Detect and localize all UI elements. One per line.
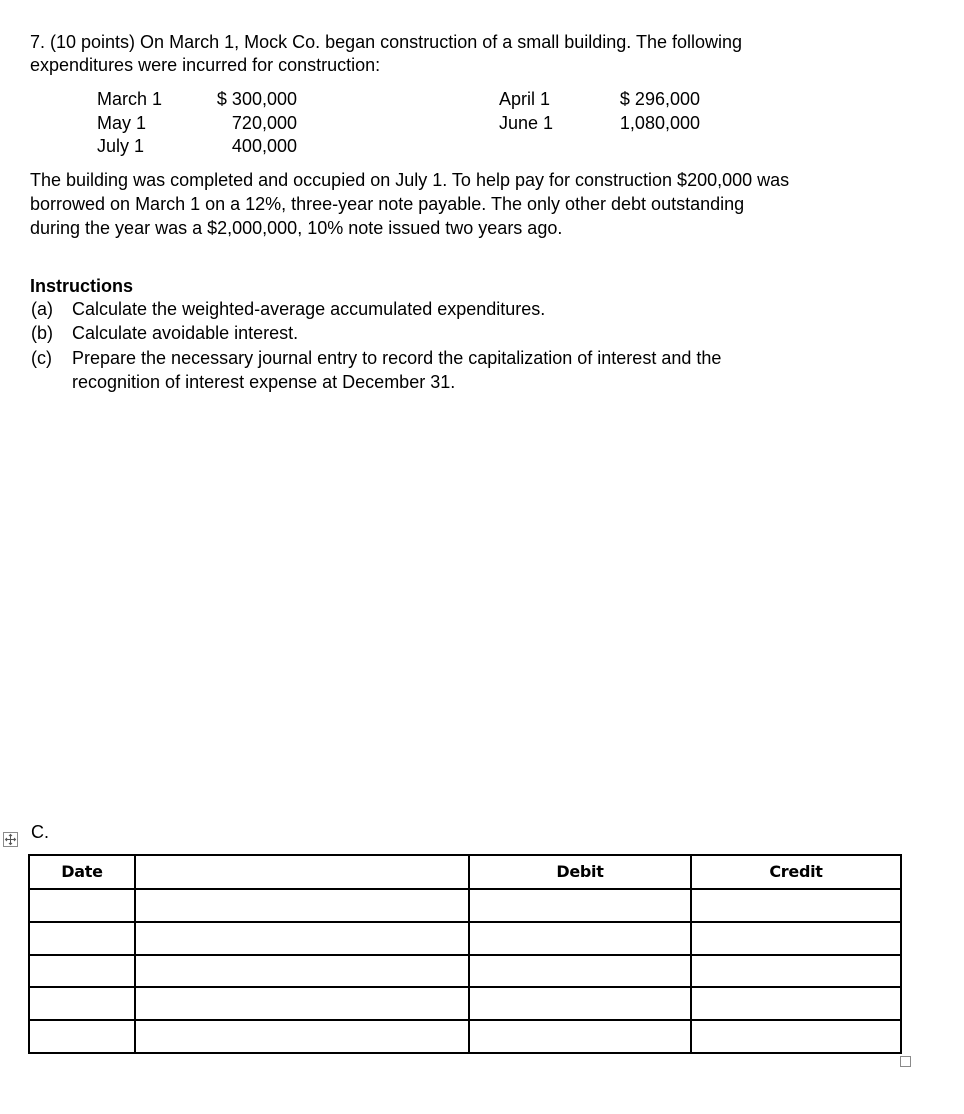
date-cell[interactable] [29, 889, 135, 922]
credit-cell[interactable] [691, 889, 901, 922]
instruction-letter: (a) [31, 299, 53, 319]
instruction-text: Calculate the weighted-average accumulated expenditures. [72, 299, 546, 319]
column-header-credit: Credit [691, 855, 901, 889]
expenditure-date: July 1 [97, 136, 145, 156]
debit-cell[interactable] [469, 922, 691, 955]
table-row [29, 987, 901, 1020]
expenditure-date: April 1 [499, 89, 551, 109]
instruction-text: Calculate avoidable interest. [72, 323, 299, 343]
journal-entry-table [28, 854, 902, 1054]
table-resize-handle-icon[interactable] [900, 1056, 911, 1067]
date-cell[interactable] [29, 955, 135, 988]
credit-cell[interactable] [691, 955, 901, 988]
instruction-text: Prepare the necessary journal entry to record the capitalization of interest and the [72, 348, 722, 368]
instruction-letter: (b) [31, 323, 53, 343]
column-header-debit: Debit [469, 855, 691, 889]
debit-cell[interactable] [469, 1020, 691, 1053]
details-line-3: during the year was a $2,000,000, 10% note issued two years ago. [30, 218, 563, 238]
instructions-heading: Instructions [30, 276, 134, 296]
expenditure-amount: $ 300,000 [216, 89, 297, 109]
date-cell[interactable] [29, 1020, 135, 1053]
debit-cell[interactable] [469, 889, 691, 922]
debit-cell[interactable] [469, 987, 691, 1020]
credit-cell[interactable] [691, 1020, 901, 1053]
problem-line-2: expenditures were incurred for construction: [30, 55, 381, 75]
date-cell[interactable] [29, 987, 135, 1020]
table-row [29, 1020, 901, 1053]
expenditure-amount: 720,000 [231, 113, 297, 133]
table-move-handle-icon[interactable] [3, 832, 18, 847]
table-row [29, 889, 901, 922]
column-header-account [135, 855, 469, 889]
expenditure-date: June 1 [499, 113, 554, 133]
account-cell[interactable] [135, 922, 469, 955]
account-cell[interactable] [135, 1020, 469, 1053]
details-line-2: borrowed on March 1 on a 12%, three-year note payable. The only other debt outstanding [30, 194, 745, 214]
expenditure-amount: $ 296,000 [619, 89, 700, 109]
table-header-row [29, 855, 901, 889]
expenditure-date: March 1 [97, 89, 163, 109]
account-cell[interactable] [135, 987, 469, 1020]
instruction-text-continued: recognition of interest expense at December 31. [72, 372, 456, 392]
expenditure-amount: 1,080,000 [619, 113, 700, 133]
expenditure-amount: 400,000 [231, 136, 297, 156]
expenditure-date: May 1 [97, 113, 147, 133]
date-cell[interactable] [29, 922, 135, 955]
credit-cell[interactable] [691, 987, 901, 1020]
table-row [29, 955, 901, 988]
column-header-date: Date [29, 855, 135, 889]
account-cell[interactable] [135, 889, 469, 922]
debit-cell[interactable] [469, 955, 691, 988]
credit-cell[interactable] [691, 922, 901, 955]
account-cell[interactable] [135, 955, 469, 988]
problem-line-1: 7. (10 points) On March 1, Mock Co. began construction of a small building. The following [30, 32, 743, 52]
instruction-letter: (c) [31, 348, 52, 368]
table-row [29, 922, 901, 955]
details-line-1: The building was completed and occupied on July 1. To help pay for construction $200,000 was [30, 170, 790, 190]
answer-label: C. [31, 822, 49, 842]
